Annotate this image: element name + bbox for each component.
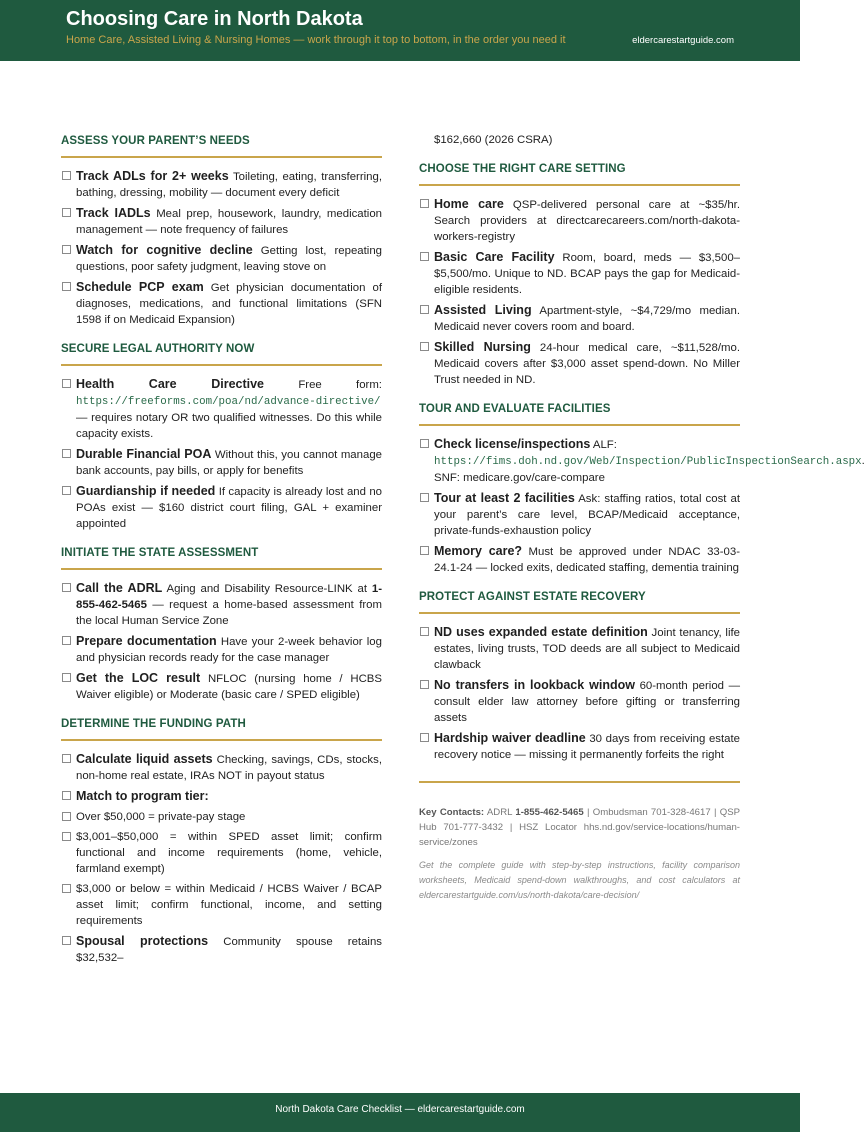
section-title: PROTECT AGAINST ESTATE RECOVERY bbox=[419, 586, 740, 614]
item-label: Match to program tier: bbox=[76, 789, 209, 803]
item-text: NFLOC (nursing home / HCBS Waiver eligible) or Moderate (basic care / SPED eligible) bbox=[76, 673, 382, 701]
checklist-item bbox=[61, 168, 382, 201]
checkbox[interactable] bbox=[420, 252, 429, 261]
checkbox[interactable] bbox=[62, 812, 71, 821]
item-label: ND uses expanded estate definition bbox=[434, 625, 648, 639]
section-funding bbox=[61, 713, 382, 966]
checkbox[interactable] bbox=[62, 379, 71, 388]
section-title: ASSESS YOUR PARENT’S NEEDS bbox=[61, 130, 382, 158]
tier-text: $3,000 or below = within Medicaid / HCBS Waiver / BCAP asset limit; confirm functional, income, and setting requirements bbox=[76, 883, 382, 927]
checklist-item bbox=[419, 730, 740, 763]
tier-item bbox=[61, 829, 382, 877]
checklist-item bbox=[61, 933, 382, 966]
checkbox[interactable] bbox=[420, 439, 429, 448]
checkbox[interactable] bbox=[62, 936, 71, 945]
item-text: 30 days from receiving estate recovery notice — missing it permanently forfeits the right bbox=[434, 733, 740, 761]
section-assess bbox=[61, 130, 382, 328]
item-text: Get physician documentation of diagnoses, medications, and functional limitations (SFN 1598 if on Medicaid Expansion) bbox=[76, 282, 382, 326]
checkbox[interactable] bbox=[420, 680, 429, 689]
checkbox[interactable] bbox=[62, 754, 71, 763]
checkbox[interactable] bbox=[420, 546, 429, 555]
section-title: SECURE LEGAL AUTHORITY NOW bbox=[61, 338, 382, 366]
checklist-item bbox=[419, 302, 740, 335]
checkbox[interactable] bbox=[62, 583, 71, 592]
adrl-label: ADRL bbox=[486, 807, 513, 818]
checkbox[interactable] bbox=[420, 627, 429, 636]
item-text: Must be approved under NDAC 33-03-24.1-24 — locked exits, dedicated staffing, dementia training bbox=[434, 546, 741, 574]
checklist-item bbox=[61, 205, 382, 238]
page-subtitle: Home Care, Assisted Living & Nursing Homes — work through it top to bottom, in the order you need it bbox=[66, 34, 566, 46]
item-text: Toileting, eating, transferring, bathing, dressing, mobility — document every deficit bbox=[76, 171, 382, 199]
item-label: Assisted Living bbox=[434, 303, 532, 317]
item-pre: Free form: bbox=[298, 379, 382, 391]
section-setting bbox=[419, 158, 740, 388]
item-text: Community spouse retains $32,532– bbox=[76, 936, 382, 964]
checkbox[interactable] bbox=[62, 884, 71, 893]
checklist-item bbox=[61, 633, 382, 666]
checklist-item bbox=[419, 490, 740, 539]
right-column bbox=[419, 132, 865, 903]
contacts-label: Key Contacts: bbox=[419, 807, 485, 818]
checkbox[interactable] bbox=[62, 636, 71, 645]
item-text: Apartment-style, ~$4,729/mo median. Medicaid never covers room and board. bbox=[434, 305, 741, 333]
item-pre: ALF: bbox=[592, 439, 617, 451]
guide-note: Get the complete guide with step-by-step instructions, facility comparison worksheets, Medicaid spend-down walkthroughs, and cost calculators at eldercarestartguide.com/us/north-dakota/care-decision/ bbox=[419, 860, 740, 900]
section-estate bbox=[419, 586, 740, 763]
checkbox[interactable] bbox=[62, 791, 71, 800]
item-label: Memory care? bbox=[434, 544, 523, 558]
checkbox[interactable] bbox=[420, 305, 429, 314]
checklist-item bbox=[61, 242, 382, 275]
item-text: 60-month period — consult elder law attorney before gifting or transferring assets bbox=[434, 680, 740, 724]
checkbox[interactable] bbox=[62, 673, 71, 682]
checklist-item bbox=[61, 376, 382, 442]
checklist-item bbox=[419, 543, 740, 576]
checkbox[interactable] bbox=[62, 832, 71, 841]
section-state bbox=[61, 542, 382, 703]
item-label: Get the LOC result bbox=[76, 671, 201, 685]
item-text: Meal prep, housework, laundry, medication management — note frequency of failures bbox=[76, 208, 382, 236]
checklist-item bbox=[61, 483, 382, 532]
adrl-phone: 1-855-462-5465 bbox=[515, 807, 584, 818]
checklist-item bbox=[61, 751, 382, 784]
checklist-item bbox=[61, 279, 382, 328]
item-label: Skilled Nursing bbox=[434, 340, 531, 354]
page-header bbox=[0, 0, 800, 61]
page-title: Choosing Care in North Dakota bbox=[66, 8, 363, 30]
item-text: If capacity is already lost and no POAs exist — $160 district court filing, GAL + examiner appointed bbox=[76, 486, 383, 530]
item-text: Joint tenancy, life estates, living trusts, TOD deeds are all subject to Medicaid clawback bbox=[434, 627, 740, 671]
item-label: Home care bbox=[434, 197, 504, 211]
checklist-item bbox=[419, 196, 740, 245]
checkbox[interactable] bbox=[62, 208, 71, 217]
left-column bbox=[61, 130, 382, 976]
adrl-phone: 1-855-462-5465 bbox=[76, 583, 382, 611]
section-legal bbox=[61, 338, 382, 532]
tier-text: $3,001–$50,000 = within SPED asset limit; confirm functional and income requirements (home, vehicle, farmland exempt) bbox=[76, 831, 382, 875]
checklist-item bbox=[419, 249, 740, 298]
item-label: Basic Care Facility bbox=[434, 250, 555, 264]
item-text: Room, board, meds — $3,500–$5,500/mo. Unique to ND. BCAP pays the gap for Medicaid-eligible residents. bbox=[434, 252, 740, 296]
item-label: Schedule PCP exam bbox=[76, 280, 204, 294]
section-title: DETERMINE THE FUNDING PATH bbox=[61, 713, 382, 741]
item-label: Durable Financial POA bbox=[76, 447, 212, 461]
item-text: Ask: staffing ratios, total cost at your parent’s care level, BCAP/Medicaid acceptance, private-funds-exhaustion policy bbox=[434, 493, 740, 537]
key-contacts bbox=[419, 805, 740, 850]
item-label: Guardianship if needed bbox=[76, 484, 216, 498]
inspection-url[interactable]: https://fims.doh.nd.gov/Web/Inspection/PublicInspectionSearch.aspx bbox=[434, 456, 862, 468]
checkbox[interactable] bbox=[420, 493, 429, 502]
tier-item bbox=[61, 809, 382, 825]
directive-url[interactable]: https://freeforms.com/poa/nd/advance-directive/ bbox=[76, 396, 381, 408]
item-label: Health Care Directive bbox=[76, 377, 265, 391]
item-text: Checking, savings, CDs, stocks, non-home real estate, IRAs NOT in payout status bbox=[76, 754, 382, 782]
checklist-item bbox=[419, 339, 740, 388]
header-site: eldercarestartguide.com bbox=[632, 35, 734, 46]
divider bbox=[419, 781, 740, 783]
checkbox[interactable] bbox=[420, 199, 429, 208]
item-label: Prepare documentation bbox=[76, 634, 217, 648]
item-text: — request a home-based assessment from the local Human Service Zone bbox=[76, 599, 383, 627]
tier-item bbox=[61, 881, 382, 929]
checkbox[interactable] bbox=[420, 342, 429, 351]
checklist-item bbox=[61, 788, 382, 805]
section-title: TOUR AND EVALUATE FACILITIES bbox=[419, 398, 740, 426]
item-text: Have your 2-week behavior log and physician records ready for the case manager bbox=[76, 636, 382, 664]
checkbox[interactable] bbox=[62, 449, 71, 458]
checkbox[interactable] bbox=[62, 282, 71, 291]
item-label: Hardship waiver deadline bbox=[434, 731, 586, 745]
item-label: Tour at least 2 facilities bbox=[434, 491, 575, 505]
tier-text: Over $50,000 = private-pay stage bbox=[76, 811, 246, 823]
item-text: Getting lost, repeating questions, poor safety judgment, leaving stove on bbox=[76, 245, 382, 273]
item-label: Calculate liquid assets bbox=[76, 752, 213, 766]
item-label: Track ADLs for 2+ weeks bbox=[76, 169, 229, 183]
checklist-item bbox=[419, 624, 740, 673]
item-label: Call the ADRL bbox=[76, 581, 163, 595]
checklist-item bbox=[61, 670, 382, 703]
item-label: Track IADLs bbox=[76, 206, 151, 220]
section-title: CHOOSE THE RIGHT CARE SETTING bbox=[419, 158, 740, 186]
item-text: QSP-delivered personal care at ~$35/hr. Search providers at directcarecareers.com/north-dakota-workers-registry bbox=[434, 199, 740, 243]
checklist-item bbox=[61, 580, 382, 629]
checkbox[interactable] bbox=[62, 245, 71, 254]
checklist-item bbox=[419, 436, 865, 486]
item-label: No transfers in lookback window bbox=[434, 678, 635, 692]
item-pre: Aging and Disability Resource-LINK at bbox=[166, 583, 367, 595]
item-label: Check license/inspections bbox=[434, 437, 591, 451]
item-text: . SNF: medicare.gov/care-compare bbox=[434, 455, 865, 484]
item-text: — requires notary OR two qualified witnesses. Do this while capacity exists. bbox=[76, 412, 382, 440]
item-text: 24-hour medical care, ~$11,528/mo. Medicaid covers after $3,000 asset spend-down. No Miller Trust needed in ND. bbox=[434, 342, 740, 386]
item-label: Spousal protections bbox=[76, 934, 209, 948]
section-title: INITIATE THE STATE ASSESSMENT bbox=[61, 542, 382, 570]
spousal-continuation: $162,660 (2026 CSRA) bbox=[434, 134, 553, 146]
item-label: Watch for cognitive decline bbox=[76, 243, 253, 257]
checkbox[interactable] bbox=[62, 171, 71, 180]
checkbox[interactable] bbox=[62, 486, 71, 495]
checklist-item bbox=[419, 677, 740, 726]
contacts-rest: | Ombudsman 701-328-4617 | QSP Hub 701-777-3432 | HSZ Locator hhs.nd.gov/service-locations/human-service/zones bbox=[419, 807, 740, 848]
checklist-item bbox=[61, 446, 382, 479]
page-footer: North Dakota Care Checklist — eldercarestartguide.com bbox=[0, 1093, 800, 1132]
checkbox[interactable] bbox=[420, 733, 429, 742]
item-text: Without this, you cannot manage bank accounts, pay bills, or apply for benefits bbox=[76, 449, 382, 477]
section-tour bbox=[419, 398, 865, 576]
